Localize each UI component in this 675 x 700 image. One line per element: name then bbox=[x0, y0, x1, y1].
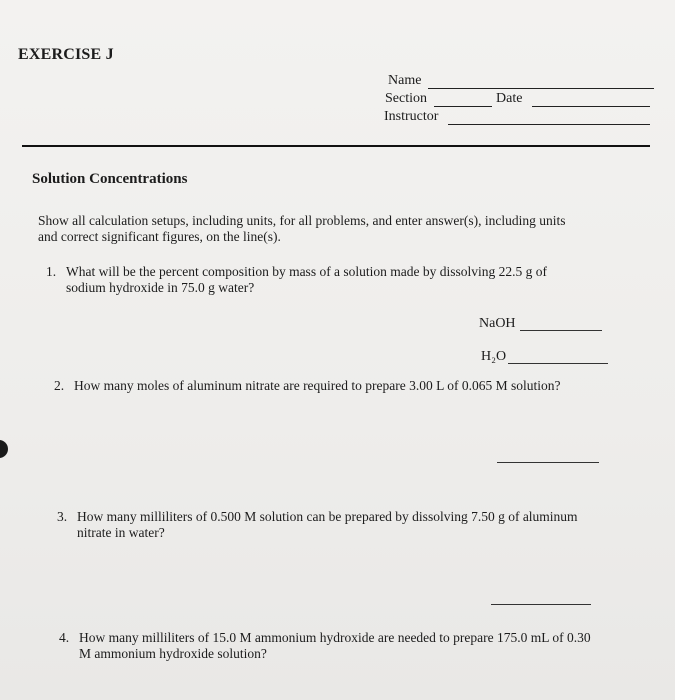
instructor-line[interactable] bbox=[448, 124, 650, 125]
question-4-number: 4. bbox=[59, 630, 70, 645]
answer-line-q3[interactable] bbox=[491, 604, 591, 605]
name-line[interactable] bbox=[428, 88, 654, 89]
answer-line-h2o[interactable] bbox=[508, 363, 608, 364]
question-1-line-1: What will be the percent composition by mass of a solution made by dissolving 22.5 g of bbox=[66, 264, 548, 279]
date-label: Date bbox=[496, 91, 523, 106]
question-1-text bbox=[66, 264, 547, 296]
question-2-text bbox=[74, 378, 561, 394]
instructions-line-1: Show all calculation setups, including units, for all problems, and enter answer(s), including units bbox=[38, 213, 566, 228]
binder-hole bbox=[0, 440, 8, 458]
instructions-line-2: and correct significant figures, on the line(s). bbox=[38, 229, 281, 244]
answer-line-q2[interactable] bbox=[497, 462, 599, 463]
header-divider bbox=[22, 145, 650, 147]
question-4-line-2: M ammonium hydroxide solution? bbox=[79, 646, 267, 661]
instructor-label: Instructor bbox=[384, 109, 439, 124]
question-3-number: 3. bbox=[57, 509, 68, 524]
question-2-number: 2. bbox=[54, 378, 65, 393]
date-line[interactable] bbox=[532, 106, 650, 107]
exercise-title: EXERCISE J bbox=[18, 46, 114, 63]
section-line[interactable] bbox=[434, 106, 492, 107]
question-4-text bbox=[79, 630, 591, 662]
name-label: Name bbox=[388, 73, 422, 88]
question-3-line-1: How many milliliters of 0.500 M solution can be prepared by dissolving 7.50 g of aluminum bbox=[77, 509, 578, 524]
instructions bbox=[38, 213, 566, 245]
section-heading: Solution Concentrations bbox=[32, 171, 188, 187]
question-1-line-2: sodium hydroxide in 75.0 g water? bbox=[66, 280, 255, 295]
answer-label-naoh: NaOH bbox=[479, 316, 516, 331]
question-3-text bbox=[77, 509, 578, 541]
answer-label-h2o: H₂O bbox=[481, 349, 507, 364]
question-3-line-2: nitrate in water? bbox=[77, 525, 165, 540]
answer-line-naoh[interactable] bbox=[520, 330, 602, 331]
section-label: Section bbox=[385, 91, 427, 106]
question-4-line-1: How many milliliters of 15.0 M ammonium hydroxide are needed to prepare 175.0 mL of 0.30 bbox=[79, 630, 591, 645]
question-2-line-1: How many moles of aluminum nitrate are required to prepare 3.00 L of 0.065 M solution? bbox=[74, 378, 561, 393]
question-1-number: 1. bbox=[46, 264, 57, 279]
